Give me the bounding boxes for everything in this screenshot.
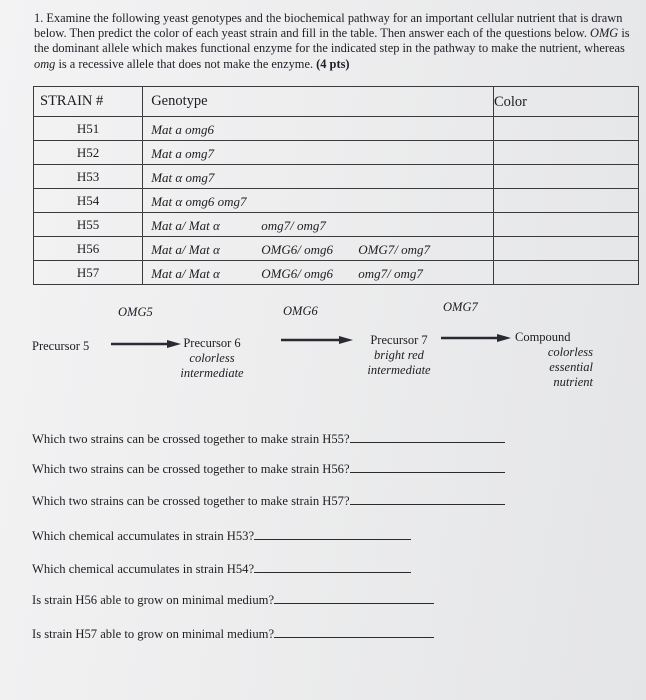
arrow-omg6-icon xyxy=(281,335,353,345)
strain-cell: H56 xyxy=(34,237,143,261)
answer-blank[interactable] xyxy=(254,562,411,573)
question-intro: 1. Examine the following yeast genotypes and the biochemical pathway for an important cellular nutrient that is drawn below. Then predict the color of each yeast strain and fill in the table. Then answer each of the questions below. OMG is the dominant allele which makes functional enzyme for the indicated step in the pathway to make the nutrient, whereas omg is a recessive allele that does not make the enzyme. (4 pts) xyxy=(34,11,630,71)
enzyme-omg7-label: OMG7 xyxy=(443,300,478,314)
strain-cell: H57 xyxy=(34,261,143,285)
genotype-cell: Mat a omg7 xyxy=(143,141,494,165)
question-h55: Which two strains can be crossed together to make strain H55? xyxy=(32,432,505,447)
answer-blank[interactable] xyxy=(274,627,434,638)
precursor-7: Precursor 7 bright red intermediate xyxy=(367,333,431,377)
enzyme-omg6-label: OMG6 xyxy=(283,304,318,318)
color-answer-cell[interactable] xyxy=(493,213,638,237)
genotype-cell: Mat α omg7 xyxy=(143,165,494,189)
header-strain: STRAIN # xyxy=(34,87,143,117)
table-row xyxy=(34,261,639,285)
color-answer-cell[interactable] xyxy=(493,237,638,261)
precursor-6: Precursor 6 colorless intermediate xyxy=(180,336,244,380)
header-genotype: Genotype xyxy=(143,87,494,117)
table-row xyxy=(34,117,639,141)
answer-blank[interactable] xyxy=(350,494,505,505)
question-h56: Which two strains can be crossed together to make strain H56? xyxy=(32,462,505,477)
strain-cell: H54 xyxy=(34,189,143,213)
question-h57: Which two strains can be crossed together to make strain H57? xyxy=(32,494,505,509)
answer-blank[interactable] xyxy=(274,593,434,604)
color-answer-cell[interactable] xyxy=(493,189,638,213)
color-answer-cell[interactable] xyxy=(493,261,638,285)
genotype-cell: Mat a/ Mat α OMG6/ omg6 omg7/ omg7 xyxy=(143,261,494,285)
table-row xyxy=(34,165,639,189)
genotype-cell: Mat α omg6 omg7 xyxy=(143,189,494,213)
genotype-cell: Mat a/ Mat α omg7/ omg7 xyxy=(143,213,494,237)
color-answer-cell[interactable] xyxy=(493,117,638,141)
question-number: 1. xyxy=(34,11,44,25)
color-answer-cell[interactable] xyxy=(493,141,638,165)
question-h56-growth: Is strain H56 able to grow on minimal medium? xyxy=(32,593,434,608)
header-color: Color xyxy=(493,87,638,117)
answer-blank[interactable] xyxy=(254,529,411,540)
question-h57-growth: Is strain H57 able to grow on minimal medium? xyxy=(32,627,434,642)
precursor-5: Precursor 5 xyxy=(32,339,90,353)
table-row xyxy=(34,141,639,165)
strain-cell: H55 xyxy=(34,213,143,237)
strain-table xyxy=(33,86,639,285)
enzyme-omg5-label: OMG5 xyxy=(118,305,153,319)
strain-cell: H53 xyxy=(34,165,143,189)
table-row xyxy=(34,213,639,237)
genotype-cell: Mat a omg6 xyxy=(143,117,494,141)
answer-blank[interactable] xyxy=(350,462,505,473)
strain-cell: H51 xyxy=(34,117,143,141)
compound-nutrient: Compound colorless essential nutrient xyxy=(515,330,593,389)
table-row xyxy=(34,237,639,261)
question-h53-chemical: Which chemical accumulates in strain H53? xyxy=(32,529,411,544)
arrow-omg7-icon xyxy=(441,333,511,343)
points-label: (4 pts) xyxy=(316,56,350,71)
color-answer-cell[interactable] xyxy=(493,165,638,189)
question-h54-chemical: Which chemical accumulates in strain H54? xyxy=(32,562,411,577)
table-row xyxy=(34,189,639,213)
genotype-cell: Mat a/ Mat α OMG6/ omg6 OMG7/ omg7 xyxy=(143,237,494,261)
strain-cell: H52 xyxy=(34,141,143,165)
answer-blank[interactable] xyxy=(350,432,505,443)
